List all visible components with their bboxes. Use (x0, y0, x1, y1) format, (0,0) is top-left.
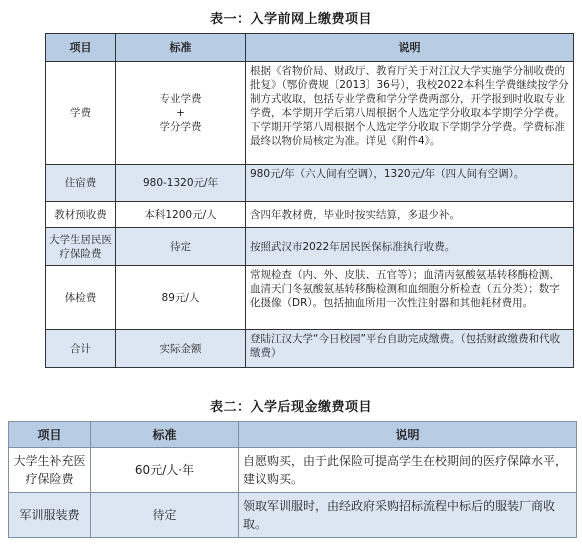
header-standard: 标准 (116, 34, 246, 62)
description-cell: 980元/年（六人间有空调），1320元/年（四人间有空调）。 (246, 165, 574, 202)
cash-fee-table (8, 421, 577, 538)
description-cell: 含四年教材费，毕业时按实结算，多退少补。 (246, 202, 574, 228)
standard-line: 专业学费 (159, 93, 202, 105)
table-header-row (9, 422, 577, 448)
table-header-row (46, 34, 574, 62)
table-row-medical-insurance (46, 228, 574, 266)
standard-cell: 实际金额 (116, 330, 246, 368)
description-cell: 登陆江汉大学“今日校园”平台自助完成缴费。（包括财政缴费和代收缴费） (246, 330, 574, 368)
item-cell: 体检费 (46, 266, 116, 330)
item-cell: 大学生补充医疗保险费 (9, 448, 91, 493)
table-row-supplementary-insurance (9, 448, 577, 493)
item-cell: 学费 (46, 62, 116, 165)
standard-line: + (176, 107, 185, 119)
standard-cell: 60元/人·年 (91, 448, 239, 493)
item-cell: 军训服装费 (9, 493, 91, 538)
table-row-accommodation (46, 165, 574, 202)
header-item: 项目 (9, 422, 91, 448)
standard-cell: 待定 (91, 493, 239, 538)
table-row-uniform-fee (9, 493, 577, 538)
header-description: 说明 (246, 34, 574, 62)
table1-title: 表一：入学前网上缴费项目 (209, 12, 372, 27)
header-description: 说明 (239, 422, 577, 448)
item-cell: 大学生居民医疗保险费 (46, 228, 116, 266)
item-cell: 教材预收费 (46, 202, 116, 228)
standard-cell: 89元/人 (116, 266, 246, 330)
description-cell: 根据《省物价局、财政厅、教育厅关于对江汉大学实施学分制收费的批复》（鄂价费规〔2013〕36号），我校2022本科生学费继续按学分制方式收取，包括专业学费和学分学费两部分，开学报到时收取专业学费，本学期开学后第八周根据个人选定学分收取本学期学分学费。下学期开学第八周根据个人选定学分收取下学期学分学费。学费标准最终以物价局核定为准。详见《附件4》。 (246, 62, 574, 165)
standard-cell (116, 62, 246, 165)
table-row-total (46, 330, 574, 368)
item-cell: 合计 (46, 330, 116, 368)
table-row-tuition (46, 62, 574, 165)
table-row-textbook (46, 202, 574, 228)
table-row-physical-exam (46, 266, 574, 330)
online-fee-table (45, 33, 574, 368)
standard-cell: 980-1320元/年 (116, 165, 246, 202)
table2-title: 表二：入学后现金缴费项目 (209, 400, 372, 415)
standard-line: 学分学费 (159, 121, 202, 133)
description-cell: 按照武汉市2022年居民医保标准执行收费。 (246, 228, 574, 266)
item-cell: 住宿费 (46, 165, 116, 202)
standard-cell: 本科1200元/人 (116, 202, 246, 228)
header-standard: 标准 (91, 422, 239, 448)
description-cell: 领取军训服时，由经政府采购招标流程中标后的服装厂商收取。 (239, 493, 577, 538)
standard-cell: 待定 (116, 228, 246, 266)
description-cell: 常规检查（内、外、皮肤、五官等）；血清丙氨酸氨基转移酶检测、血清天门冬氨酸氨基转移酶检测和血细胞分析检查（五分类）；数字化摄像（DR）。包括抽血所用一次性注射器和其他耗材费用。 (246, 266, 574, 330)
description-cell: 自愿购买，由于此保险可提高学生在校期间的医疗保障水平，建议购买。 (239, 448, 577, 493)
header-item: 项目 (46, 34, 116, 62)
